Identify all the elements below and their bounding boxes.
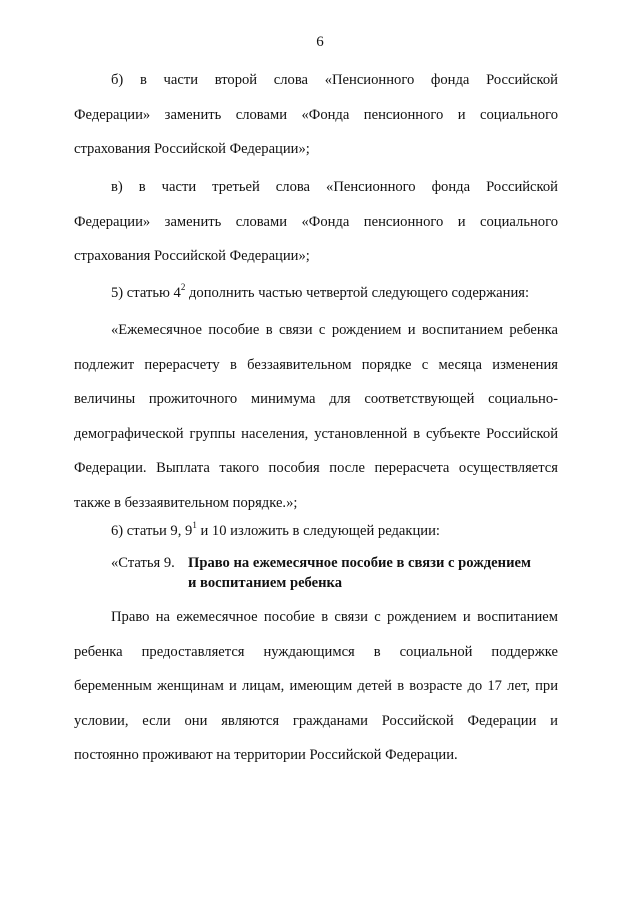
paragraph-v bbox=[74, 170, 558, 274]
item-6-text-start: 6) статьи 9, 9 bbox=[111, 523, 193, 539]
paragraph-b bbox=[74, 63, 558, 167]
article-title-line: Право на ежемесячное пособие в связи с рождением bbox=[188, 555, 531, 571]
paragraph-line: постоянно проживают на территории Российской Федерации. bbox=[74, 747, 458, 763]
item-6-text-end: и 10 изложить в следующей редакции: bbox=[196, 523, 440, 539]
paragraph-line: страхования Российской Федерации»; bbox=[74, 141, 310, 157]
paragraph-line: «Ежемесячное пособие в связи с рождением и воспитанием ребенка bbox=[111, 322, 558, 338]
paragraph-line: подлежит перерасчету в беззаявительном порядке с месяца изменения bbox=[74, 356, 558, 373]
paragraph-line: беременным женщинам и лицам, имеющим детей в возрасте до 17 лет, при bbox=[74, 678, 558, 694]
article-label: «Статья 9. bbox=[111, 555, 175, 571]
paragraph-line bbox=[74, 514, 558, 549]
paragraph-line bbox=[74, 276, 558, 311]
article-title-line: и воспитанием ребенка bbox=[188, 575, 343, 591]
paragraph-item-6 bbox=[74, 514, 558, 549]
paragraph-line: в) в части третьей слова «Пенсионного фонда Российской bbox=[111, 179, 558, 195]
page-number: 6 bbox=[316, 34, 324, 50]
article-title bbox=[188, 553, 558, 593]
paragraph-line: Федерации. Выплата такого пособия после перерасчета осуществляется bbox=[74, 460, 558, 476]
item-5-superscript: 2 bbox=[180, 282, 186, 292]
paragraph-line: Федерации» заменить словами «Фонда пенсионного и социального bbox=[74, 213, 558, 230]
item-5-text-start: 5) статью 4 bbox=[111, 285, 181, 301]
paragraph-quote bbox=[74, 313, 558, 520]
paragraph-line: величины прожиточного минимума для соответствующей социально- bbox=[74, 391, 558, 407]
paragraph-line: условии, если они являются гражданами Российской Федерации и bbox=[74, 712, 558, 729]
paragraph-line: ребенка предоставляется нуждающимся в социальной поддержке bbox=[74, 643, 558, 660]
paragraph-item-5 bbox=[74, 276, 558, 311]
item-5-text-end: дополнить частью четвертой следующего содержания: bbox=[185, 285, 530, 301]
paragraph-line: б) в части второй слова «Пенсионного фонда Российской bbox=[111, 72, 558, 88]
paragraph-right-to-benefit bbox=[74, 600, 558, 773]
paragraph-line: также в беззаявительном порядке.»; bbox=[74, 494, 298, 511]
item-6-superscript: 1 bbox=[192, 520, 197, 530]
paragraph-line: демографической группы населения, установленной в субъекте Российской bbox=[74, 425, 558, 442]
paragraph-line: Право на ежемесячное пособие в связи с рождением и воспитанием bbox=[111, 609, 558, 625]
paragraph-line: Федерации» заменить словами «Фонда пенсионного и социального bbox=[74, 106, 558, 123]
paragraph-line: страхования Российской Федерации»; bbox=[74, 248, 310, 264]
